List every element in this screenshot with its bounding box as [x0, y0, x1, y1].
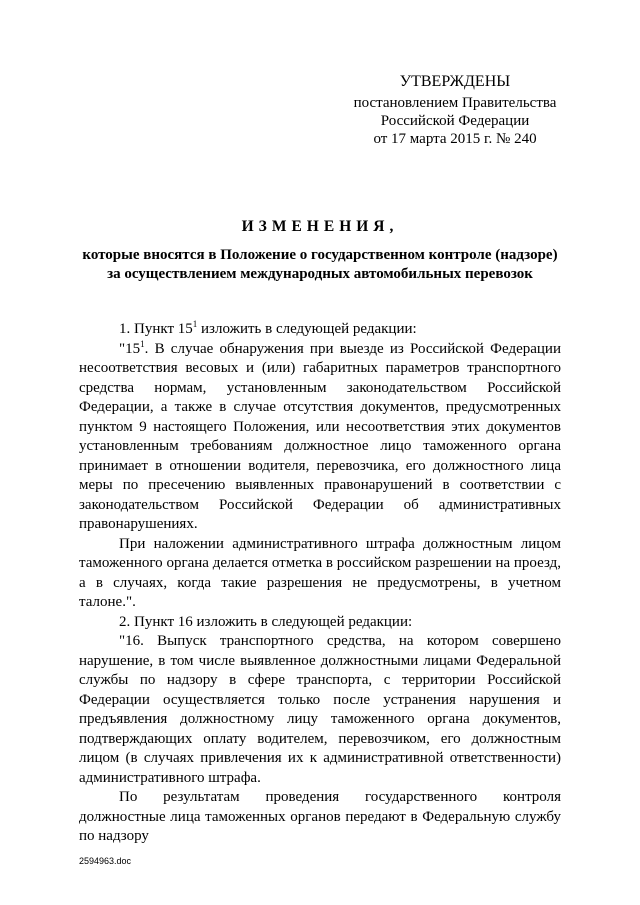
- document-title: ИЗМЕНЕНИЯ,: [241, 218, 399, 235]
- approval-line-2: Российской Федерации: [380, 113, 530, 129]
- paragraph-item-2: 2. Пункт 16 изложить в следующей редакции:: [119, 613, 413, 630]
- approval-line-1: постановлением Правительства: [353, 95, 557, 111]
- item-1-superscript: 1: [192, 319, 198, 329]
- item-15-1-text-end: . В случае обнаружения при выезде из Российской Федерации несоответствия весовых и (или) габаритных параметров транспортного средства нормам, установленным законодательством Российской Федерации, а также в случае отсутствия документов, предусмотренных пунктом 9 настоящего Положения, или несоответствия этих документов установленным требованиям должностное лицо таможенного органа принимает в отношении водителя, перевозчика, его должностного лица меры по пресечению выявленных правонарушений в соответствии с законодательством Российской Федерации об административных правонарушениях.: [79, 340, 561, 532]
- subtitle-line-2: за осуществлением международных автомобильных перевозок: [107, 266, 533, 282]
- item-15-1-superscript: 1: [140, 338, 145, 349]
- paragraph-item-15-1: [79, 340, 561, 535]
- approval-block: [340, 72, 570, 148]
- approval-line-3: от 17 марта 2015 г. № 240: [373, 131, 537, 147]
- item-15-1-text-start: "15: [119, 340, 141, 357]
- approval-heading: УТВЕРЖДЕНЫ: [399, 73, 511, 90]
- paragraph-item-16: "16. Выпуск транспортного средства, на котором совершено нарушение, в том числе выявленное должностными лицами Федеральной службы по надзору в сфере транспорта, с территории Российской Федерации осуществляется только после устранения нарушения и предъявления должностному лицу таможенного органа документов, подтверждающих оплату водителем, перевозчиком, его должностным лицом (в случаях привлечения их к административной ответственности) административного штрафа.: [79, 633, 561, 786]
- document-body: [79, 320, 561, 847]
- paragraph-item-1: [79, 320, 561, 340]
- footer-filename: 2594963.doc: [79, 856, 132, 866]
- paragraph-control-results: По результатам проведения государственного контроля должностные лица таможенных органов передают в Федеральную службу по надзору: [79, 789, 561, 844]
- paragraph-fine-mark: При наложении административного штрафа должностным лицом таможенного органа делается отметка в российском разрешении на проезд, а в случаях, когда такие разрешения не предусмотрены, в учетном талоне.".: [79, 535, 561, 610]
- item-1-text-start: 1. Пункт 15: [119, 321, 193, 337]
- document-subtitle: [40, 246, 600, 284]
- subtitle-line-1: которые вносятся в Положение о государственном контроле (надзоре): [82, 247, 558, 263]
- item-1-text-end: изложить в следующей редакции:: [197, 321, 417, 337]
